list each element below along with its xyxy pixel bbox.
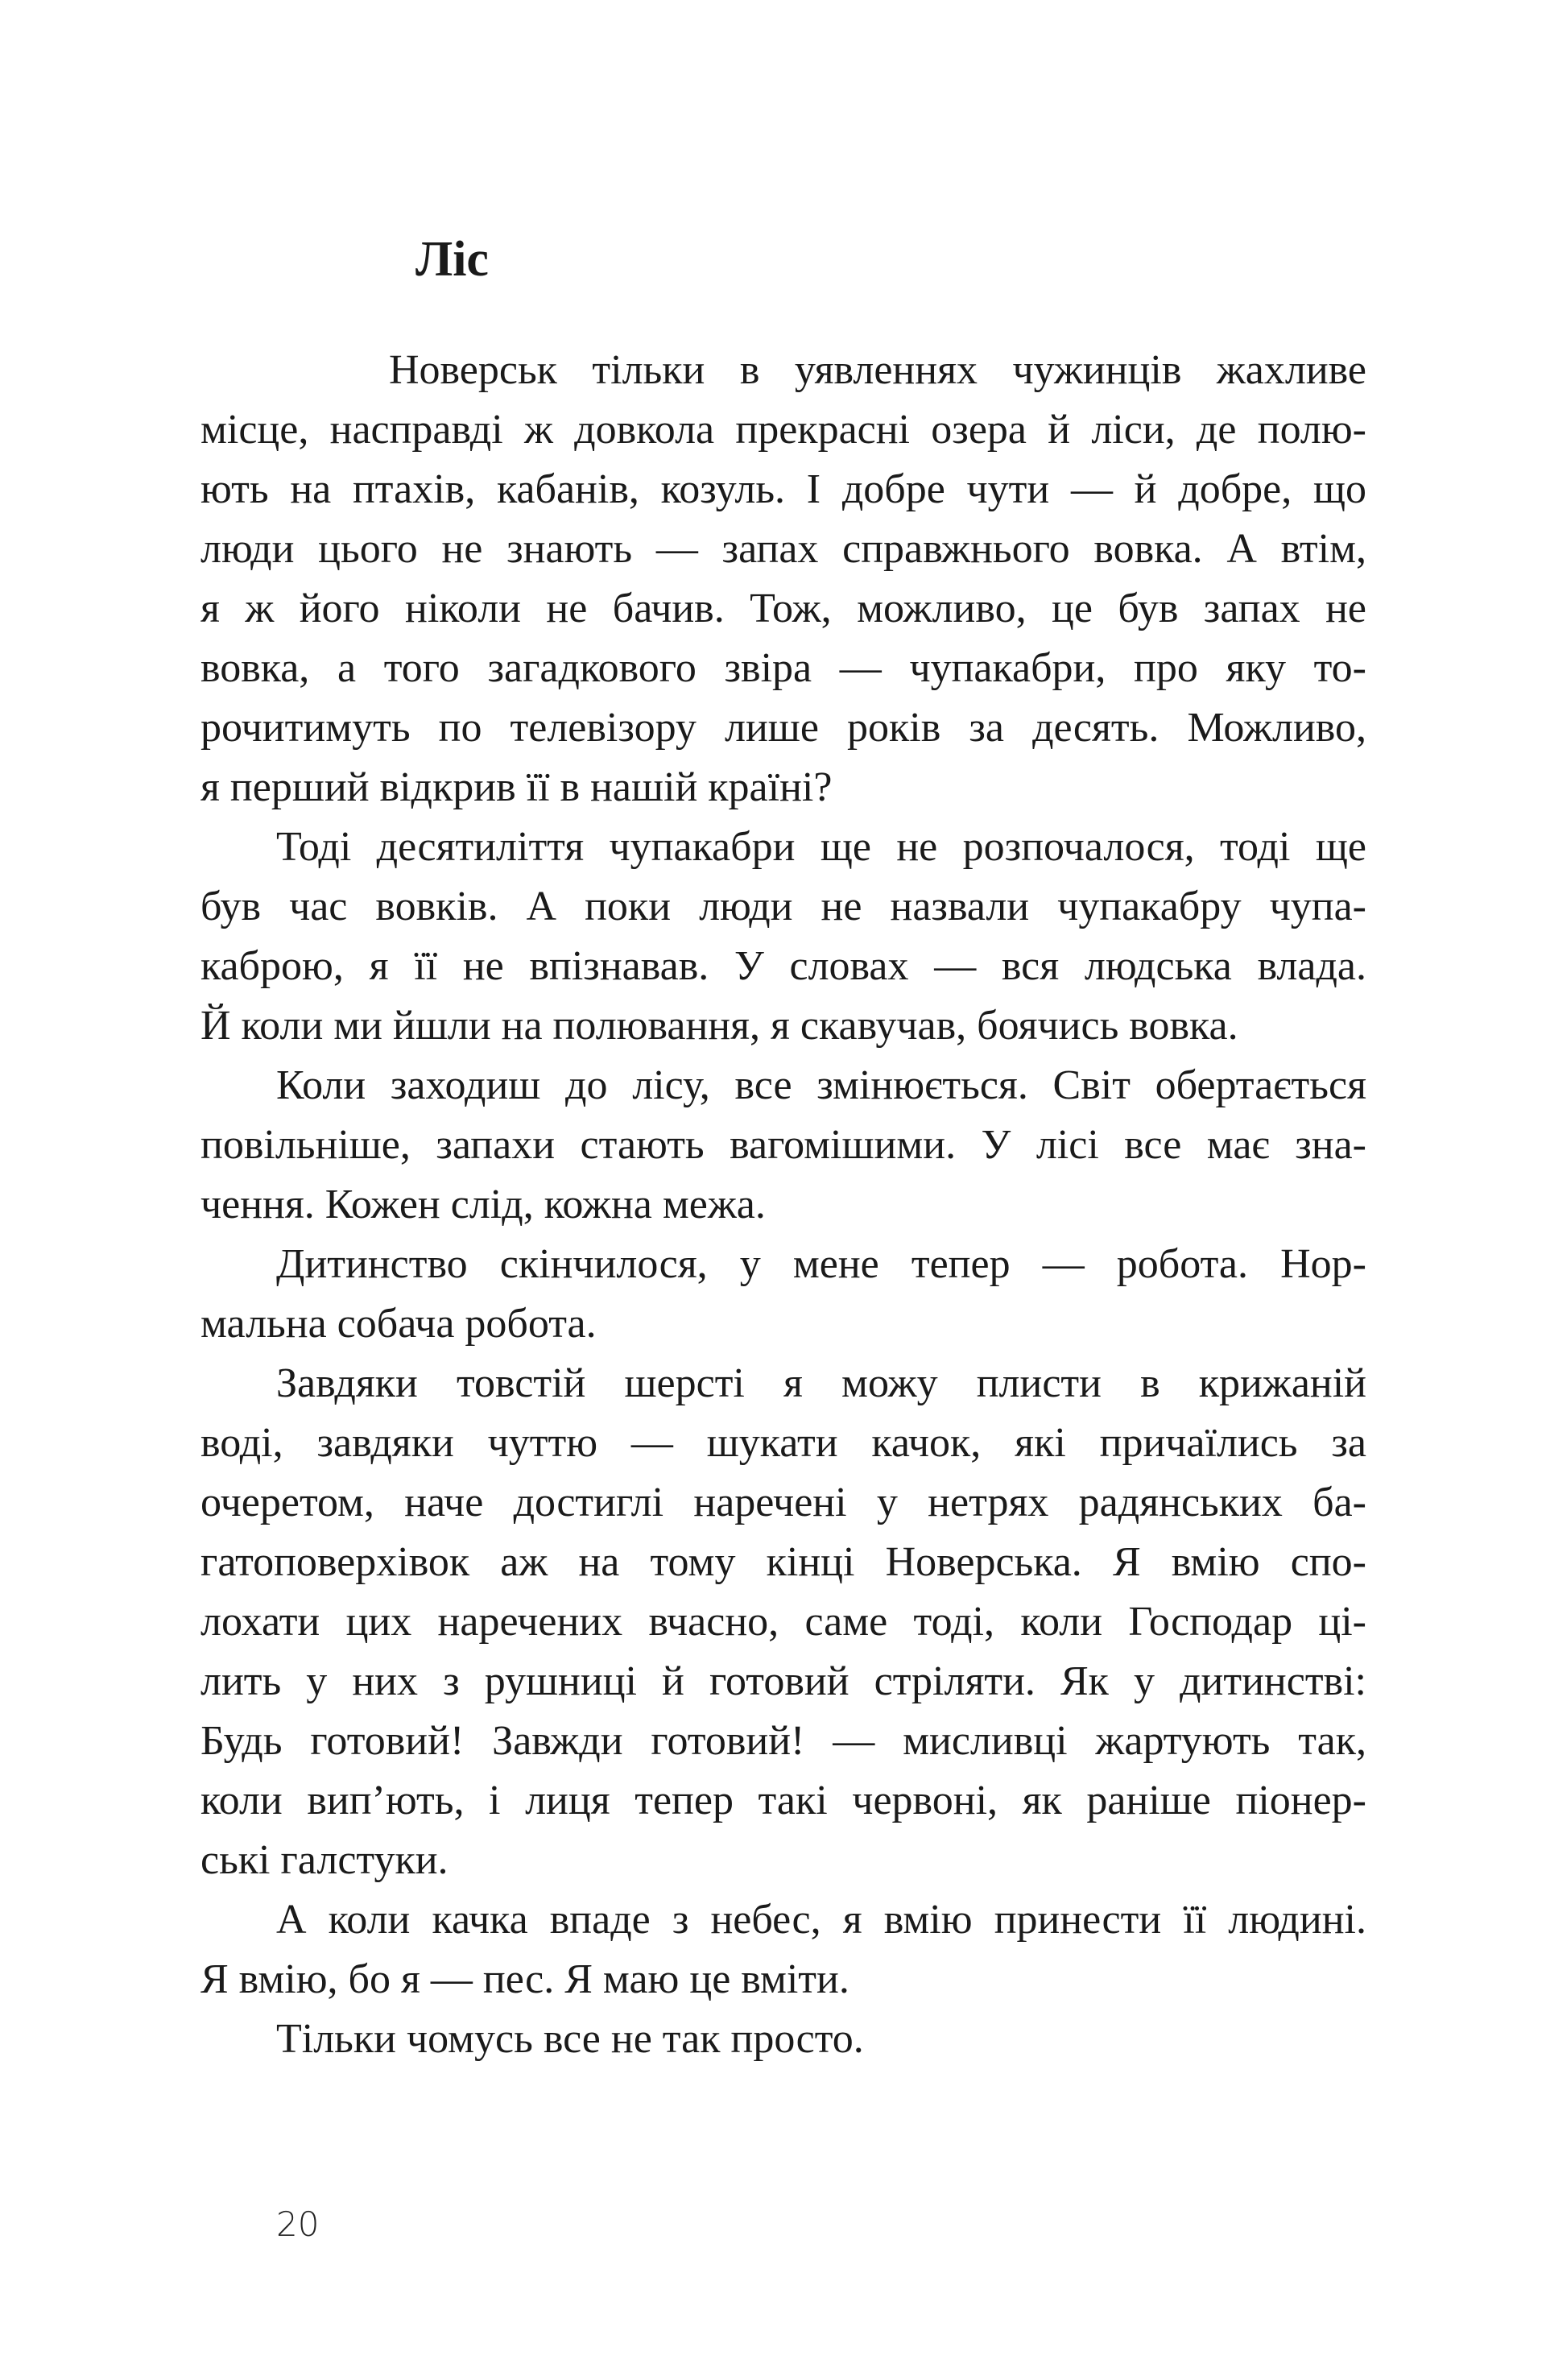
text-line: Будь готовий! Завжди готовий! — мисливці жартують так, [200, 1718, 1366, 1764]
text-line: коли вип’ють, і лиця тепер такі червоні, як раніше піонер- [200, 1778, 1366, 1823]
text-line: повільніше, запахи стають вагомішими. У лісі все має зна- [200, 1122, 1366, 1168]
text-line: лохати цих наречених вчасно, саме тоді, коли Господар ці- [200, 1599, 1366, 1645]
body-text [200, 341, 1366, 2069]
text-line: Коли заходиш до лісу, все змінюється. Світ обертається [276, 1062, 1366, 1108]
text-line: Новерськ тільки в уявленнях чужинців жахливе [389, 347, 1366, 393]
text-line: А коли качка впаде з небес, я вмію принести її людині. [276, 1897, 1366, 1943]
text-line: Я вмію, бо я — пес. Я маю це вміти. [200, 1956, 849, 2002]
chapter-title: Ліс [415, 232, 489, 287]
page-number: 20 [276, 2204, 320, 2244]
paragraph [200, 341, 1366, 817]
text-line: чення. Кожен слід, кожна межа. [200, 1182, 766, 1227]
text-line: Завдяки товстій шерсті я можу плисти в крижаній [276, 1360, 1366, 1406]
text-line: Тоді десятиліття чупакабри ще не розпочалося, тоді ще [276, 824, 1366, 870]
paragraph [200, 817, 1366, 1056]
text-line: люди цього не знають — запах справжнього вовка. А втім, [200, 526, 1366, 572]
text-line: я ж його ніколи не бачив. Тож, можливо, це був запах не [200, 586, 1366, 631]
text-line: був час вовків. А поки люди не назвали чупакабру чупа- [200, 884, 1366, 929]
text-line: воді, завдяки чуттю — шукати качок, які причаїлись за [200, 1420, 1366, 1466]
text-line: гатоповерхівок аж на тому кінці Новерська. Я вмію спо- [200, 1539, 1366, 1585]
text-line: Й коли ми йшли на полювання, я скавучав, боячись вовка. [200, 1003, 1238, 1049]
text-line: я перший відкрив її в нашій країні? [200, 764, 833, 810]
text-line: лить у них з рушниці й готовий стріляти. Як у дитинстві: [200, 1658, 1366, 1704]
paragraph [200, 1056, 1366, 1235]
text-line: мальна собача робота. [200, 1301, 597, 1347]
text-line: вовка, а того загадкового звіра — чупакабри, про яку то- [200, 645, 1366, 691]
text-line: ські галстуки. [200, 1837, 449, 1883]
paragraph [200, 1235, 1366, 1354]
paragraph [200, 1354, 1366, 1890]
text-line: каброю, я її не впізнавав. У словах — вся людська влада. [200, 943, 1366, 989]
paragraph [200, 2010, 1366, 2069]
paragraph [200, 1890, 1366, 2010]
text-line: Тільки чомусь все не так просто. [276, 2016, 864, 2062]
text-line: Дитинство скінчилося, у мене тепер — робота. Нор- [276, 1241, 1366, 1287]
text-line: ють на птахів, кабанів, козуль. І добре чути — й добре, що [200, 466, 1366, 512]
text-line: рочитимуть по телевізору лише років за десять. Можливо, [200, 705, 1366, 751]
text-line: місце, насправді ж довкола прекрасні озера й ліси, де полю- [200, 407, 1366, 453]
text-line: очеретом, наче достиглі наречені у нетрях радянських ба- [200, 1480, 1366, 1525]
